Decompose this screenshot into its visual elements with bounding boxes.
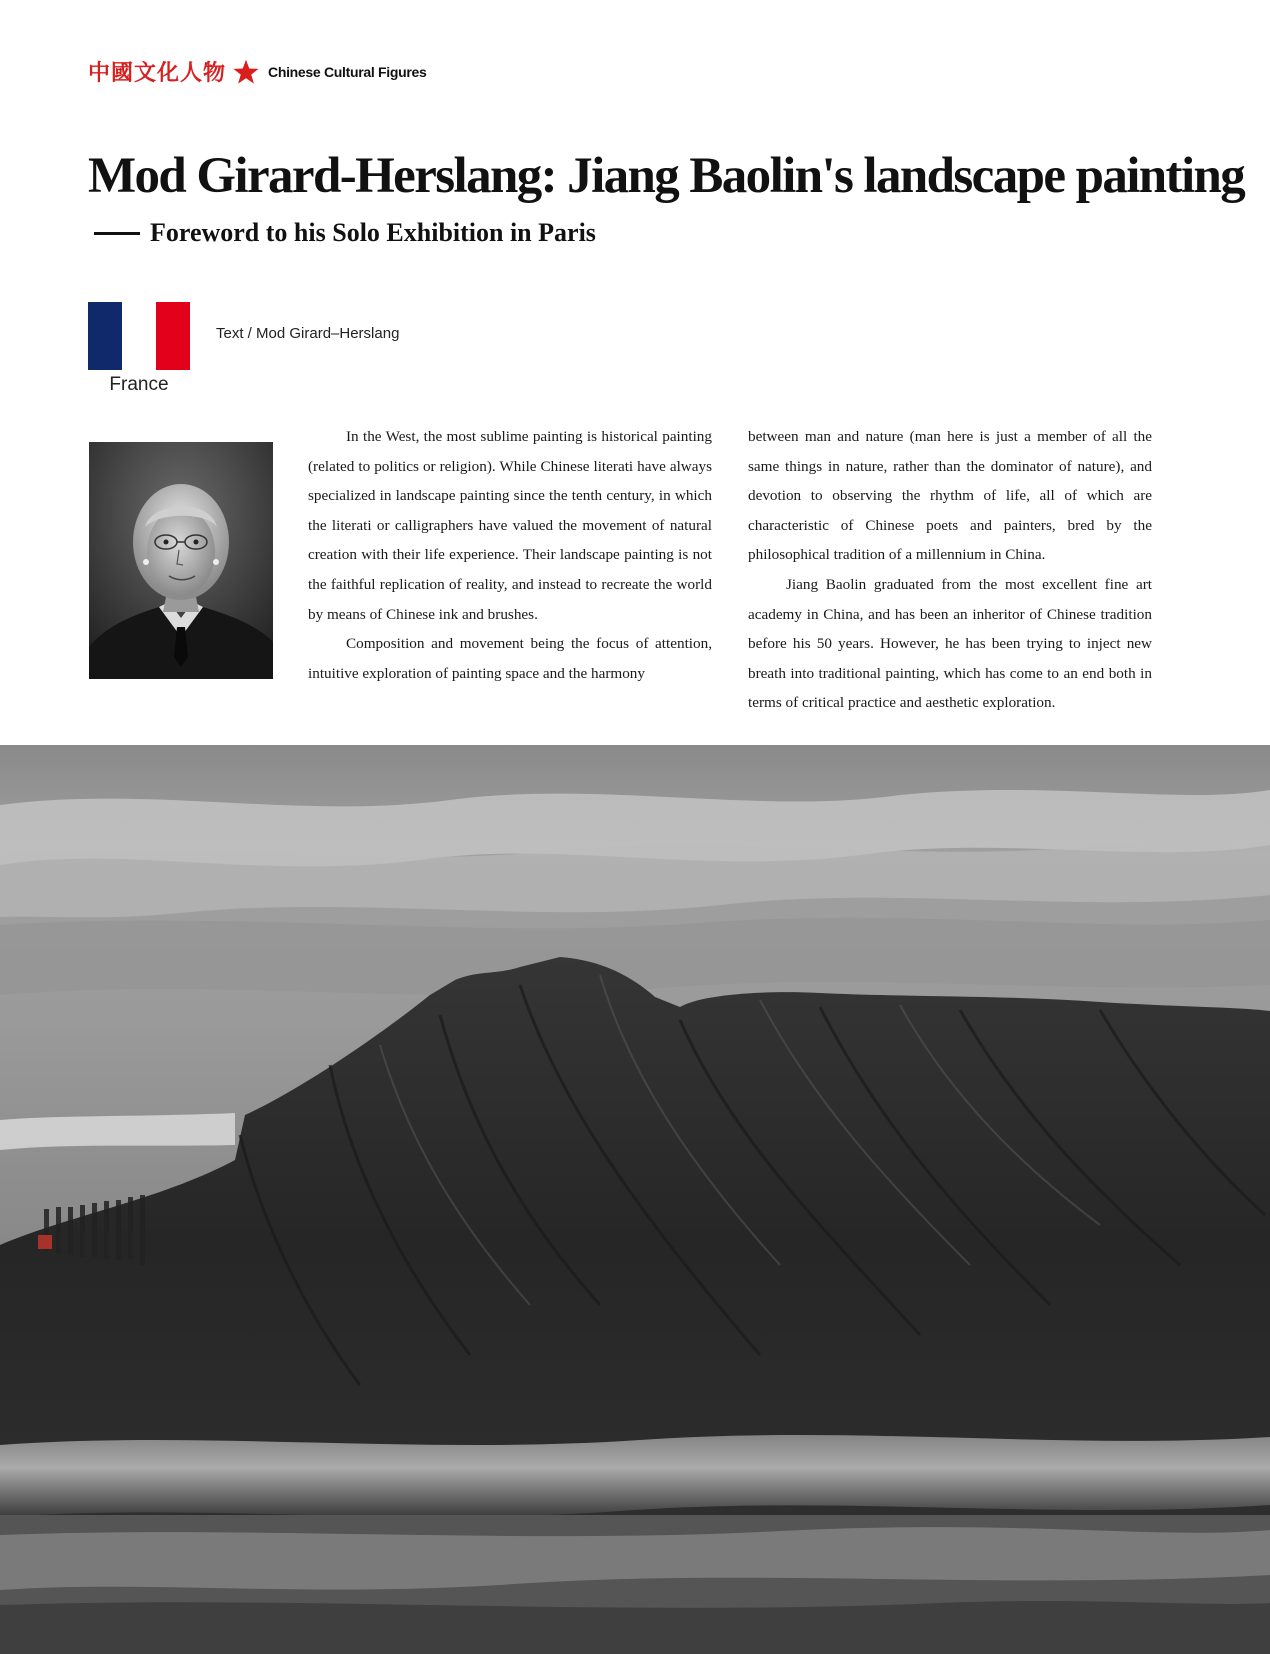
flag-blue-stripe	[88, 302, 122, 370]
paragraph-3: between man and nature (man here is just a member of all the same things in nature, rather than the dominator of nature), and devotion to observing the rhythm of life, all of which are characteristic of Chinese poets and painters, bred by the philosophical tradition of a millennium in China.	[748, 428, 1152, 564]
section-title-english: Chinese Cultural Figures	[268, 63, 427, 80]
paragraph-2: Composition and movement being the focus of attention, intuitive exploration of painting space and the harmony	[308, 635, 712, 682]
france-flag	[88, 302, 190, 370]
text-column-right	[748, 422, 1152, 718]
landscape-painting	[0, 745, 1270, 1654]
country-label: France	[109, 374, 169, 395]
author-byline: Text / Mod Girard–Herslang	[216, 325, 400, 342]
paragraph-1: In the West, the most sublime painting is historical painting (related to politics or religion). While Chinese literati have always specialized in landscape painting since the tenth century, in which the literati or calligraphers have valued the movement of natural creation with their life experience. Their landscape painting is not the faithful replication of reality, and instead to recreate the world by means of Chinese ink and brushes.	[308, 428, 712, 623]
painting-seal	[38, 1235, 52, 1249]
article-title: Mod Girard-Herslang: Jiang Baolin's landscape painting	[88, 148, 1245, 204]
flag-white-stripe	[122, 302, 156, 370]
section-title-chinese: 中國文化人物	[88, 60, 227, 86]
paragraph-4: Jiang Baolin graduated from the most excellent fine art academy in China, and has been an inheritor of Chinese tradition before his 50 years. However, he has been trying to inject new breath into traditional painting, which has come to an end both in terms of critical practice and aesthetic exploration.	[748, 575, 1152, 712]
author-portrait	[89, 442, 273, 679]
article-subtitle	[94, 218, 596, 248]
section-header	[88, 56, 427, 87]
text-column-left	[308, 422, 712, 688]
flag-red-stripe	[156, 302, 190, 370]
star-icon	[232, 58, 260, 86]
subtitle-dash	[94, 232, 140, 235]
subtitle-text: Foreword to his Solo Exhibition in Paris	[150, 218, 596, 247]
